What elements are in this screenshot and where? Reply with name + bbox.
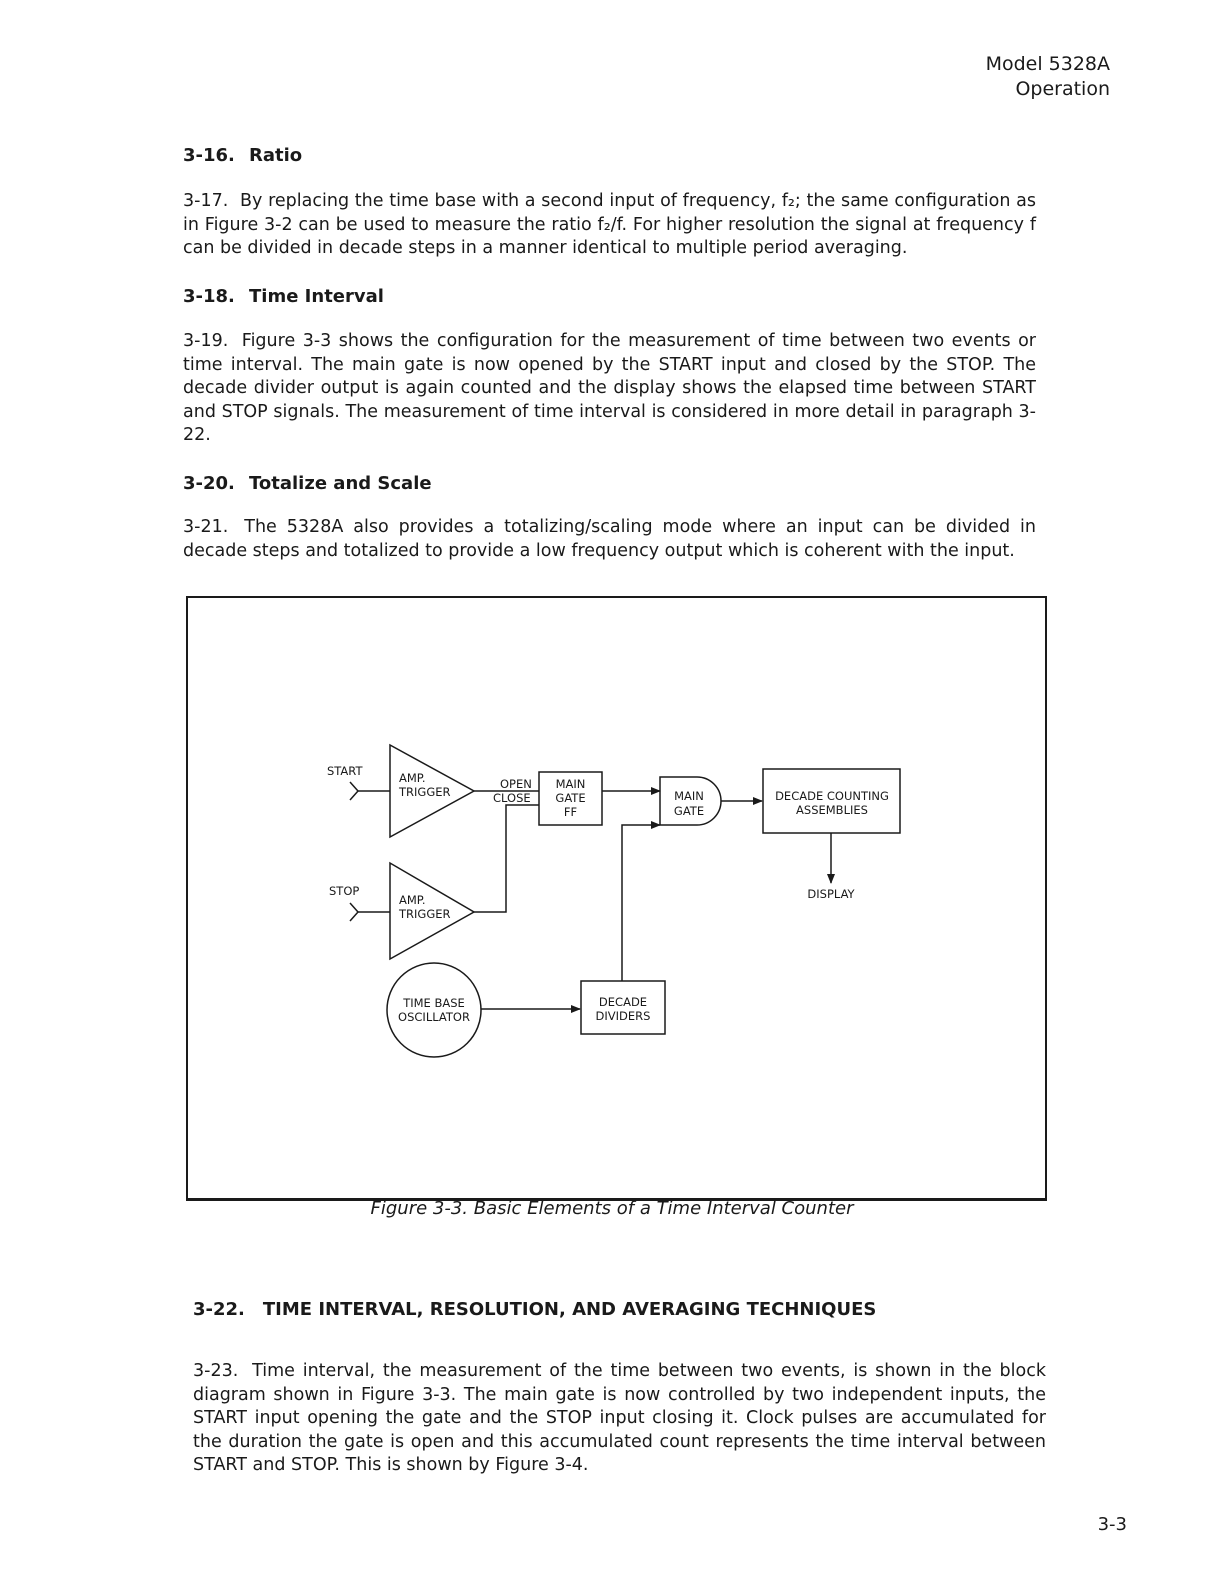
stop-label: STOP [329, 884, 360, 898]
paragraph [183, 516, 1036, 563]
trigger-stop-label: TRIGGER [399, 907, 451, 921]
section-title: Totalize and Scale [249, 473, 432, 494]
time-base-label: TIME BASE [403, 996, 465, 1010]
decade-label: DECADE [598, 995, 648, 1009]
section-heading [183, 145, 302, 166]
paragraph-number: 3-17. [183, 191, 229, 211]
paragraph-number: 3-21. [183, 517, 229, 537]
section-heading [183, 286, 384, 307]
close-label: CLOSE [493, 791, 531, 805]
section-number: 3-16. [183, 145, 235, 166]
paragraph-text: Figure 3-3 shows the configuration for the measurement of time between two events or time interval. The main gate is now opened by the START input and closed by the STOP. The decade divider output is again counted and the display shows the elapsed time between START and STOP signals. The measurement of time interval is considered in more detail in paragraph 3-22. [183, 331, 1036, 445]
main-label: MAIN [555, 777, 586, 791]
section-number: 3-22. [193, 1299, 245, 1320]
main-gate-main-label: MAIN [674, 789, 704, 803]
model-name: Model 5328A [985, 53, 1110, 75]
section-number: 3-20. [183, 473, 235, 494]
section-title: Time Interval [249, 286, 384, 307]
paragraph-text: By replacing the time base with a second input of frequency, f₂; the same configuration as in Figure 3-2 can be used to measure the ratio f₂/f. For higher resolution the signal at frequency f can be divided in decade steps in a manner identical to multiple period averaging. [183, 191, 1036, 258]
section-title: TIME INTERVAL, RESOLUTION, AND AVERAGING TECHNIQUES [262, 1299, 877, 1320]
paragraph-text: Time interval, the measurement of the time between two events, is shown in the block diagram shown in Figure 3-3. The main gate is now controlled by two independent inputs, the START input opening the gate and the STOP input closing it. Clock pulses are accumulated for the duration the gate is open and this accumulated count represents the time interval between START and STOP. This is shown by Figure 3-4. [193, 1361, 1046, 1475]
section-heading-322 [193, 1299, 876, 1320]
paragraph-number: 3-19. [183, 331, 229, 351]
section-number: 3-18. [183, 286, 235, 307]
figure-caption: Figure 3-3. Basic Elements of a Time Interval Counter [370, 1198, 854, 1219]
section-title: Ratio [249, 145, 303, 166]
page-header [986, 52, 1110, 102]
paragraph [183, 330, 1036, 448]
section-name: Operation [1015, 78, 1110, 100]
assemblies-label: ASSEMBLIES [796, 803, 868, 817]
open-label: OPEN [500, 777, 532, 791]
paragraph [183, 190, 1036, 261]
decade-counting-label: DECADE COUNTING [775, 789, 889, 803]
paragraph-text: The 5328A also provides a totalizing/scaling mode where an input can be divided in decade steps and totalized to provide a low frequency output which is coherent with the input. [183, 517, 1036, 561]
trigger-label: TRIGGER [399, 785, 451, 799]
amp-label: AMP. [399, 771, 426, 785]
section-heading [183, 473, 432, 494]
dividers-label: DIVIDERS [595, 1009, 651, 1023]
ff-label: FF [563, 805, 578, 819]
page-number: 3-3 [1097, 1514, 1127, 1535]
paragraph [193, 1360, 1046, 1478]
figure-frame [186, 596, 1047, 1201]
main-gate-gate-label: GATE [673, 804, 705, 818]
oscillator-label: OSCILLATOR [398, 1010, 470, 1024]
start-label: START [327, 764, 363, 778]
amp-stop-label: AMP. [399, 893, 426, 907]
display-label: DISPLAY [807, 887, 855, 901]
gate-label: GATE [555, 791, 586, 805]
paragraph-number: 3-23. [193, 1361, 239, 1381]
